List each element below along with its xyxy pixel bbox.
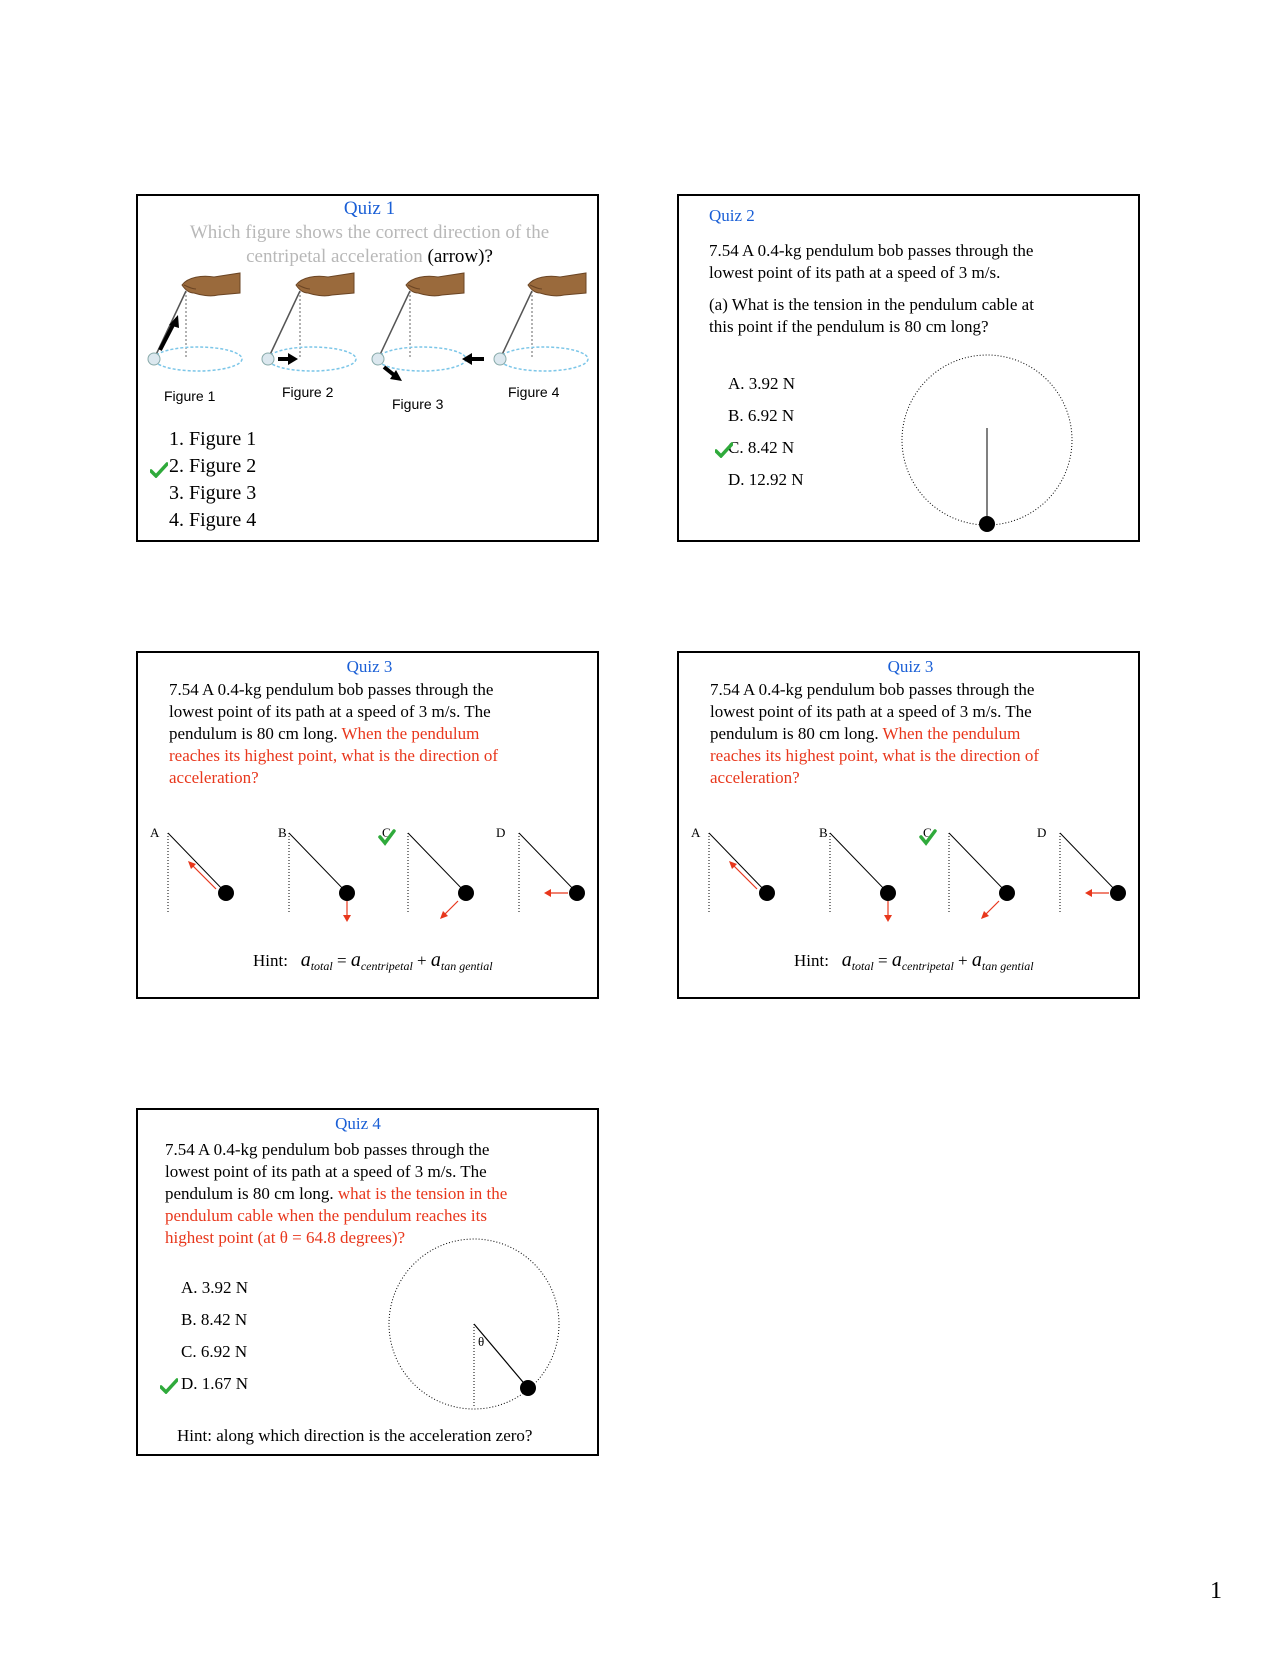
figure3-label: Figure 3 [392,396,444,412]
theta-label: θ [478,1334,485,1349]
vector-a: a [971,949,982,971]
choice-a-label[interactable]: A [150,825,160,840]
plus-sign: + [958,951,968,970]
vector-a: a [430,949,441,971]
quiz2-part-line2: this point if the pendulum is 80 cm long? [709,317,989,336]
quiz3-choices-diagram [679,823,1140,923]
figure1-label: Figure 1 [164,388,216,404]
quiz3-hint [253,949,493,975]
figure3 [372,273,466,381]
quiz3-line4: reaches its highest point, what is the direction of [710,746,1040,765]
quiz4-option-d[interactable]: D. 1.67 N [181,1374,249,1393]
plus-sign: + [417,951,427,970]
quiz2-option-c[interactable]: C. 8.42 N [728,438,795,457]
choice-d-label[interactable]: D [496,825,506,840]
quiz3-line2: lowest point of its path at a speed of 3 m/s. The [169,702,491,721]
checkmark-icon [715,442,733,458]
quiz3-line5: acceleration? [710,768,800,787]
quiz2-option-b[interactable]: B. 6.92 N [728,406,795,425]
sub-total: total [310,959,333,974]
quiz4-line3-red: what is the tension in the [337,1184,508,1203]
quiz3-slide-left [136,651,599,999]
choice-c-label[interactable]: C [382,825,391,840]
vector-a: a [350,949,361,971]
choice-a-label[interactable]: A [691,825,701,840]
sub-total: total [851,959,874,974]
quiz3-choices-diagram [138,823,599,923]
choice-d-label[interactable]: D [1037,825,1047,840]
quiz1-option-3[interactable]: 3. Figure 3 [169,482,257,504]
quiz2-problem-line2: lowest point of its path at a speed of 3 m/s. [709,263,1001,282]
quiz3-slide-right [677,651,1140,999]
figure2 [262,273,356,371]
figure1 [148,273,242,371]
quiz4-option-b[interactable]: B. 8.42 N [181,1310,248,1329]
quiz4-line4: pendulum cable when the pendulum reaches its [165,1206,487,1225]
quiz3-title: Quiz 3 [346,657,393,676]
quiz3-line3 [169,723,479,745]
quiz4-title: Quiz 4 [335,1114,381,1133]
quiz2-pendulum-diagram [889,346,1089,536]
quiz2-part-line1: (a) What is the tension in the pendulum cable at [709,295,1034,314]
quiz1-question-line1: Which figure shows the correct direction of the [189,222,550,243]
page-number: 1 [1210,1578,1222,1604]
quiz4-line2: lowest point of its path at a speed of 3 m/s. The [165,1162,487,1181]
quiz4-line1: 7.54 A 0.4-kg pendulum bob passes through the [165,1140,490,1159]
choice-c-label[interactable]: C [923,825,932,840]
quiz1-slide [136,194,599,542]
quiz1-question-arrow: (arrow)? [422,246,493,267]
quiz1-title: Quiz 1 [343,198,396,219]
equals-sign: = [877,951,888,970]
hint-label: Hint: [794,951,829,970]
quiz4-option-a[interactable]: A. 3.92 N [181,1278,249,1297]
vector-a: a [891,949,902,971]
choice-b-label[interactable]: B [278,825,287,840]
equals-sign: = [336,951,347,970]
quiz3-line5: acceleration? [169,768,259,787]
figure4 [462,273,588,371]
sub-tangential: tan gential [981,959,1034,974]
quiz3-line3-black: pendulum is 80 cm long. [710,724,883,743]
quiz3-line3-red: When the pendulum [882,724,1021,743]
quiz3-line2: lowest point of its path at a speed of 3 m/s. The [710,702,1032,721]
vector-a: a [841,949,852,971]
vector-a: a [300,949,311,971]
checkmark-icon [150,462,168,478]
quiz4-hint: Hint: along which direction is the acceleration zero? [177,1426,533,1445]
quiz3-hint [794,949,1034,975]
quiz1-question-line2 [138,246,599,268]
quiz2-title: Quiz 2 [709,206,755,225]
sub-centripetal: centripetal [901,959,954,974]
figure2-label: Figure 2 [282,384,334,400]
quiz2-option-a[interactable]: A. 3.92 N [728,374,796,393]
quiz1-option-4[interactable]: 4. Figure 4 [169,509,257,531]
quiz4-line3-black: pendulum is 80 cm long. [165,1184,338,1203]
quiz4-line5: highest point (at θ = 64.8 degrees)? [165,1228,406,1247]
sub-centripetal: centripetal [360,959,413,974]
quiz2-option-d[interactable]: D. 12.92 N [728,470,804,489]
quiz3-title: Quiz 3 [887,657,934,676]
hint-label: Hint: [253,951,288,970]
figure4-label: Figure 4 [508,384,560,400]
quiz3-line3-black: pendulum is 80 cm long. [169,724,342,743]
quiz3-line3 [710,723,1020,745]
quiz3-line1: 7.54 A 0.4-kg pendulum bob passes through the [710,680,1035,699]
quiz2-slide [677,194,1140,542]
quiz3-line3-red: When the pendulum [341,724,480,743]
quiz4-slide [136,1108,599,1456]
quiz1-option-2[interactable]: 2. Figure 2 [169,455,257,477]
quiz1-question-grey: centripetal acceleration [246,246,423,267]
quiz1-option-1[interactable]: 1. Figure 1 [169,428,257,450]
quiz4-line3 [165,1183,507,1205]
checkmark-icon [160,1378,178,1394]
quiz2-problem-line1: 7.54 A 0.4-kg pendulum bob passes through the [709,241,1034,260]
quiz4-pendulum-diagram [388,1236,568,1416]
sub-tangential: tan gential [440,959,493,974]
quiz3-line4: reaches its highest point, what is the direction of [169,746,499,765]
choice-b-label[interactable]: B [819,825,828,840]
quiz4-option-c[interactable]: C. 6.92 N [181,1342,248,1361]
quiz3-line1: 7.54 A 0.4-kg pendulum bob passes through the [169,680,494,699]
